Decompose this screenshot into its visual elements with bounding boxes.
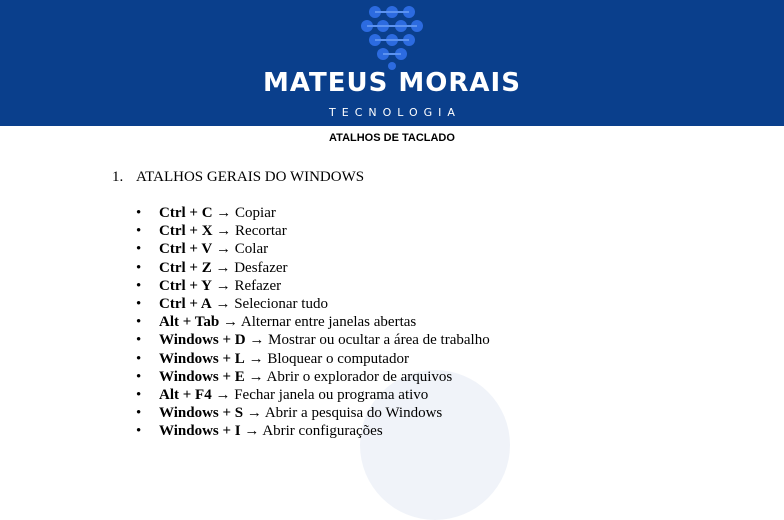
shortcut-action: → Copiar [216,205,276,221]
shortcut-action: → Abrir configurações [244,423,383,440]
list-item [136,404,490,422]
shortcut-keys: Ctrl + C [159,205,213,221]
list-item [136,386,490,404]
list-item [136,313,490,331]
shortcut-keys: Windows + E [159,368,245,385]
shortcut-action: → Abrir a pesquisa do Windows [246,405,443,422]
bullet: • [136,314,142,331]
list-item [136,350,490,368]
shortcut-action: → Mostrar ou ocultar a área de trabalho [249,332,490,349]
bullet: • [136,223,142,240]
shortcut-list [136,204,490,440]
shortcut-keys: Ctrl + A [159,295,212,312]
list-item [136,259,490,277]
shortcut-keys: Windows + I [159,423,241,440]
document-title: ATALHOS DE TACLADO [329,132,455,144]
list-item [136,222,490,240]
list-item [136,295,490,313]
shortcut-action: → Desfazer [215,259,288,276]
shortcut-keys: Ctrl + V [159,241,213,258]
shortcut-action: → Abrir o explorador de arquivos [248,368,453,385]
list-item [136,277,490,295]
list-item [136,240,490,258]
shortcut-keys: Ctrl + Z [159,259,212,276]
list-item [136,331,490,349]
shortcut-action: → Refazer [215,277,282,294]
list-item [136,204,490,222]
bullet: • [136,241,142,258]
shortcut-action: → Recortar [216,223,287,240]
bullet: • [136,368,142,385]
shortcut-keys: Windows + L [159,350,245,367]
bullet: • [136,205,142,221]
section-number: 1. [112,169,124,185]
shortcut-action: → Fechar janela ou programa ativo [215,386,429,403]
shortcut-keys: Ctrl + Y [159,277,212,294]
bullet: • [136,259,142,276]
bullet: • [136,350,142,367]
shortcut-keys: Windows + D [159,332,246,349]
bullet: • [136,386,142,403]
section-title: ATALHOS GERAIS DO WINDOWS [136,169,365,185]
shortcut-action: → Colar [216,241,269,258]
shortcut-keys: Ctrl + X [159,223,213,240]
brand-tagline: TECNOLOGIA [329,106,461,119]
bullet: • [136,423,142,440]
bullet: • [136,332,142,349]
header-banner [0,0,784,126]
bullet: • [136,295,142,312]
circuit-dots-logo-icon [355,4,429,70]
shortcut-action: → Selecionar tudo [215,295,328,312]
shortcut-keys: Alt + F4 [159,386,212,403]
shortcut-action: → Bloquear o computador [248,350,409,367]
section-heading [112,169,364,186]
list-item [136,422,490,440]
shortcut-keys: Windows + S [159,405,244,422]
list-item [136,368,490,386]
bullet: • [136,277,142,294]
bullet: • [136,405,142,422]
shortcut-action: → Alternar entre janelas abertas [223,314,417,331]
shortcut-keys: Alt + Tab [159,314,220,331]
brand-name: MATEUS MORAIS [263,68,521,98]
